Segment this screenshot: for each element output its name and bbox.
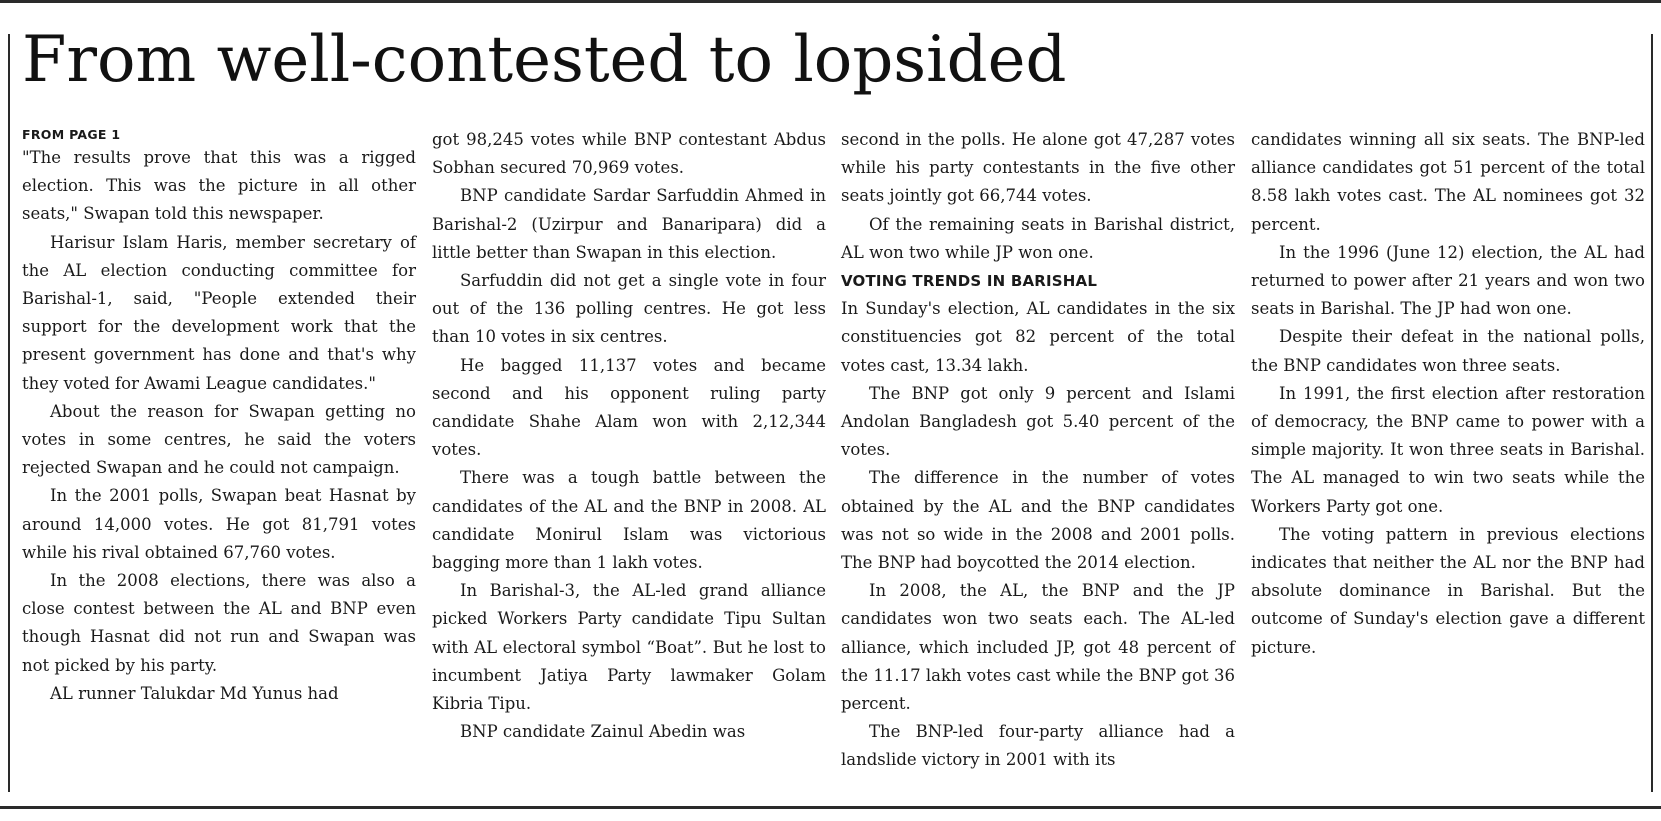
section-subhead: VOTING TRENDS IN BARISHAL xyxy=(841,272,1098,291)
bottom-rule xyxy=(0,806,1661,809)
right-rule xyxy=(1651,34,1653,792)
article-column-3 xyxy=(841,126,1235,775)
paragraph: candidates winning all six seats. The BNP-led alliance candidates got 51 percent of the total 8.58 lakh votes cast. The AL nominees got 32 percent. xyxy=(1251,130,1645,234)
paragraph: In the 1996 (June 12) election, the AL had returned to power after 21 years and won two seats in Barishal. The JP had won one. xyxy=(1251,242,1645,319)
article-column-1 xyxy=(22,126,416,708)
paragraph: The difference in the number of votes obtained by the AL and the BNP candidates was not so wide in the 2008 and 2001 polls. The BNP had boycotted the 2014 election. xyxy=(841,468,1235,573)
paragraph: In 2008, the AL, the BNP and the JP candidates won two seats each. The AL-led alliance, which included JP, got 48 percent of the 11.17 lakh votes cast while the BNP got 36 percent. xyxy=(841,581,1235,714)
kicker-from-page-1: FROM PAGE 1 xyxy=(22,127,121,142)
paragraph: Despite their defeat in the national polls, the BNP candidates won three seats. xyxy=(1251,327,1645,375)
top-rule xyxy=(0,0,1661,3)
paragraph: The BNP-led four-party alliance had a landslide victory in 2001 with its xyxy=(841,722,1235,770)
paragraph: In Barishal-3, the AL-led grand alliance picked Workers Party candidate Tipu Sultan with AL electoral symbol “Boat”. But he lost to incumbent Jatiya Party lawmaker Golam Kibria Tipu. xyxy=(432,581,826,714)
headline: From well-contested to lopsided xyxy=(22,23,1067,97)
left-rule xyxy=(8,34,10,792)
paragraph: In the 2008 elections, there was also a close contest between the AL and BNP even though Hasnat did not run and Swapan was not picked by his party. xyxy=(22,571,416,675)
paragraph: The BNP got only 9 percent and Islami Andolan Bangladesh got 5.40 percent of the votes. xyxy=(841,383,1235,460)
paragraph: Of the remaining seats in Barishal district, AL won two while JP won one. xyxy=(841,214,1235,262)
article-column-2 xyxy=(432,126,826,746)
paragraph: In 1991, the first election after restoration of democracy, the BNP came to power with a simple majority. It won three seats in Barishal. The AL managed to win two seats while the Workers Party got one. xyxy=(1251,383,1645,516)
paragraph: He bagged 11,137 votes and became second and his opponent ruling party candidate Shahe Alam won with 2,12,344 votes. xyxy=(432,355,826,460)
article-column-4 xyxy=(1251,126,1645,662)
paragraph: got 98,245 votes while BNP contestant Abdus Sobhan secured 70,969 votes. xyxy=(432,130,826,178)
paragraph: The voting pattern in previous elections indicates that neither the AL nor the BNP had absolute dominance in Barishal. But the outcome of Sunday's election gave a different picture. xyxy=(1251,524,1645,657)
paragraph: About the reason for Swapan getting no votes in some centres, he said the voters rejected Swapan and he could not campaign. xyxy=(22,401,416,478)
paragraph: BNP candidate Sardar Sarfuddin Ahmed in Barishal-2 (Uzirpur and Banaripara) did a little better than Swapan in this election. xyxy=(432,186,826,262)
paragraph: BNP candidate Zainul Abedin was xyxy=(460,722,746,742)
paragraph: AL runner Talukdar Md Yunus had xyxy=(50,683,339,703)
paragraph: Sarfuddin did not get a single vote in four out of the 136 polling centres. He got less than 10 votes in six centres. xyxy=(432,271,826,347)
paragraph: second in the polls. He alone got 47,287 votes while his party contestants in the five other seats jointly got 66,744 votes. xyxy=(841,130,1235,206)
paragraph: There was a tough battle between the candidates of the AL and the BNP in 2008. AL candidate Monirul Islam was victorious bagging more than 1 lakh votes. xyxy=(432,468,826,573)
paragraph: "The results prove that this was a rigged election. This was the picture in all other seats," Swapan told this newspaper. xyxy=(22,148,416,224)
paragraph: In the 2001 polls, Swapan beat Hasnat by around 14,000 votes. He got 81,791 votes while his rival obtained 67,760 votes. xyxy=(22,486,416,562)
paragraph: In Sunday's election, AL candidates in the six constituencies got 82 percent of the total votes cast, 13.34 lakh. xyxy=(841,299,1235,375)
paragraph: Harisur Islam Haris, member secretary of the AL election conducting committee for Barishal-1, said, "People extended their support for the development work that the present government has done and that's why they voted for Awami League candidates." xyxy=(22,232,416,393)
